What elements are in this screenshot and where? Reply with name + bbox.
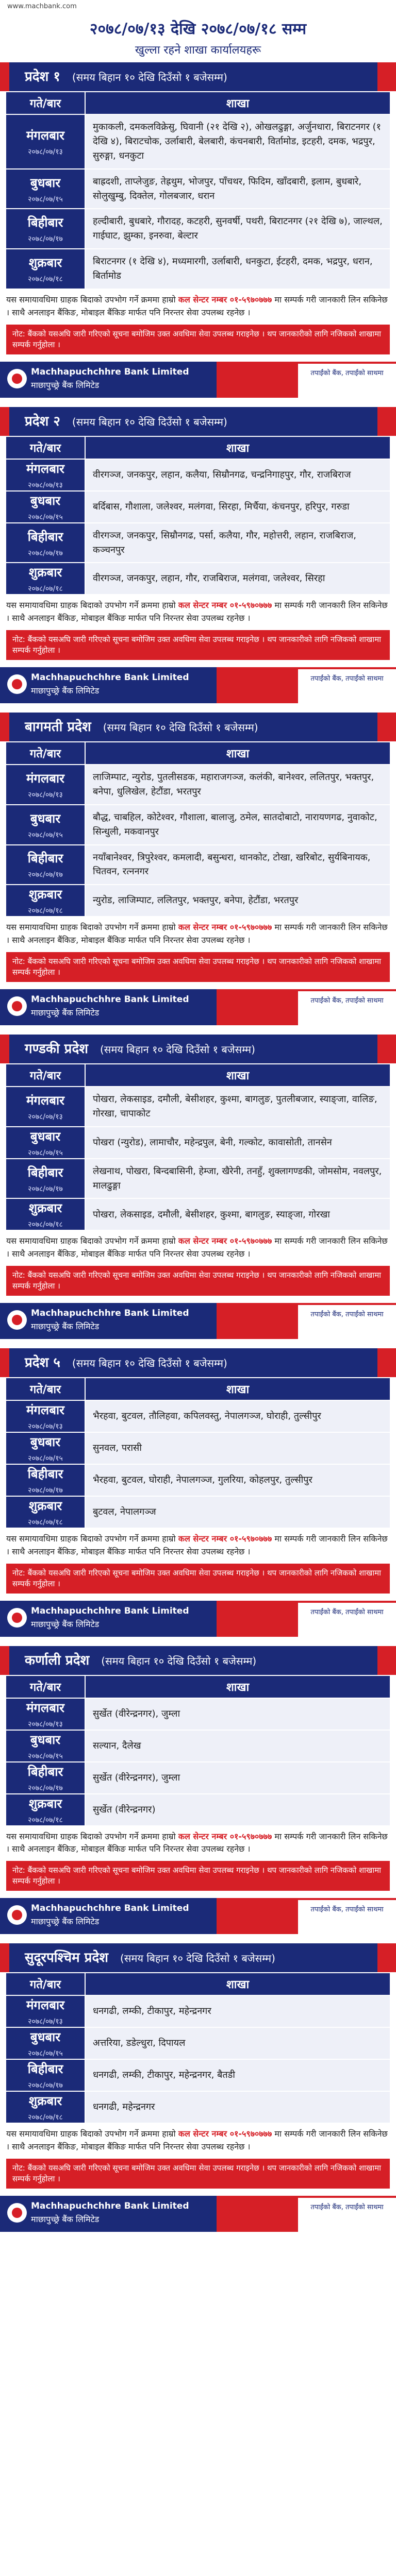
branch-list: न्युरोड, लाजिम्पाट, ललितपुर, भक्तपुर, बनेपा, हेटौंडा, भरतपुर	[85, 885, 390, 917]
province-name: प्रदेश ५	[25, 1355, 60, 1371]
day-label: मंगलबार	[26, 1403, 64, 1418]
province-header	[0, 1348, 396, 1377]
day-label: मंगलबार	[26, 461, 64, 476]
day-column-header: गते/बार	[6, 742, 85, 765]
table-row	[6, 1762, 390, 1794]
bank-logo-icon	[7, 1310, 27, 1330]
site-url[interactable]: www.machbank.com	[7, 3, 77, 10]
flag-stripe-right	[377, 62, 396, 91]
branch-list: सुर्खेत (वीरेन्द्रनगर)	[85, 1794, 390, 1826]
notice-text-1: यस समायावधिमा ग्राहक बिदाको उपभोग गर्ने क्रममा हाम्रो	[6, 295, 176, 305]
table-row	[6, 2027, 390, 2059]
bank-name-en: Machhapuchchhre Bank Limited	[31, 366, 189, 377]
table-row	[6, 1159, 390, 1199]
bank-name-en: Machhapuchchhre Bank Limited	[31, 994, 189, 1005]
province-header	[0, 1035, 396, 1063]
day-date: २०७८/०७/१७	[28, 871, 63, 879]
day-cell	[6, 209, 85, 249]
flag-stripe-right	[377, 407, 396, 436]
bank-logo-icon	[7, 1905, 27, 1925]
province-section	[0, 62, 396, 398]
bank-name-np: माछापुच्छ्रे बैंक लिमिटेड	[31, 380, 100, 390]
province-header	[0, 713, 396, 741]
day-label: शुक्रबार	[28, 1796, 62, 1811]
flag-stripe	[0, 1943, 9, 1972]
day-column-header: गते/बार	[6, 1064, 85, 1087]
day-label: बिहीबार	[27, 2062, 63, 2077]
day-cell	[6, 249, 85, 289]
branch-list: धनगढी, लम्की, टीकापुर, महेन्द्रनगर	[85, 1995, 390, 2027]
province-name: प्रदेश २	[25, 413, 60, 429]
branch-column-header: शाखा	[85, 1973, 390, 1995]
branch-table	[5, 436, 391, 596]
branch-list: बाह्रदशी, ताप्लेजुङ, तेह्रथुम, भोजपुर, पाँचथर, फिदिम, खाँदबारी, इलाम, बुधबारे, सोलुखुम्बु, दिक्तेल, गोलबजार, धरान	[85, 169, 390, 209]
notice-text-2: मा सम्पर्क गरी जानकारी लिन सकिनेछ । साथै अनलाइन बैंकिङ, मोबाइल बैंकिङ मार्फत पनि निरन्तर सेवा उपलब्ध रहनेछ ।	[6, 2129, 388, 2152]
notice-text-1: यस समायावधिमा ग्राहक बिदाको उपभोग गर्ने क्रममा हाम्रो	[6, 600, 176, 611]
branch-list: भैरहवा, बुटवल, घोराही, नेपालगञ्ज, गुलरिया, कोहलपुर, तुल्सीपुर	[85, 1464, 390, 1496]
table-row	[6, 765, 390, 805]
table-header-row	[6, 1378, 390, 1400]
day-date: २०७८/०७/१५	[28, 195, 63, 204]
day-cell	[6, 1198, 85, 1230]
call-center-number[interactable]: कल सेन्टर नम्बर ०१-५९७०७७७	[178, 295, 272, 305]
day-cell	[6, 845, 85, 885]
day-date: २०७८/०७/१८	[28, 1518, 63, 1527]
province-section	[0, 1646, 396, 1935]
branch-column-header: शाखा	[85, 1378, 390, 1400]
day-label: मंगलबार	[26, 128, 64, 143]
province-time: (समय बिहान १० देखि दिउँसो १ बजेसम्म)	[101, 1654, 257, 1667]
banner-red-band	[217, 667, 298, 703]
call-center-number[interactable]: कल सेन्टर नम्बर ०१-५९७०७७७	[178, 922, 272, 933]
notice-text	[6, 2128, 390, 2154]
branch-column-header: शाखा	[85, 1675, 390, 1698]
call-center-number[interactable]: कल सेन्टर नम्बर ०१-५९७०७७७	[178, 600, 272, 611]
notice-text-1: यस समायावधिमा ग्राहक बिदाको उपभोग गर्ने क्रममा हाम्रो	[6, 1236, 176, 1246]
table-header-row	[6, 436, 390, 459]
day-label: बुधबार	[30, 1435, 61, 1450]
day-label: बिहीबार	[27, 851, 63, 866]
branch-list: पोखरा (न्युरोड), लामाचौर, महेन्द्रपुल, बेनी, गल्कोट, कावासोती, तानसेन	[85, 1127, 390, 1159]
banner-left	[0, 1601, 217, 1637]
notice-text-2: मा सम्पर्क गरी जानकारी लिन सकिनेछ । साथै अनलाइन बैंकिङ, मोबाइल बैंकिङ मार्फत पनि निरन्तर सेवा उपलब्ध रहनेछ ।	[6, 922, 388, 945]
province-time: (समय बिहान १० देखि दिउँसो १ बजेसम्म)	[100, 1043, 255, 1056]
bank-banner	[0, 989, 396, 1025]
table-row	[6, 1127, 390, 1159]
day-cell	[6, 491, 85, 523]
table-row	[6, 169, 390, 209]
notice-text	[6, 1831, 390, 1856]
table-header-row	[6, 742, 390, 765]
day-label: बुधबार	[30, 1732, 61, 1747]
day-cell	[6, 1995, 85, 2027]
day-label: बिहीबार	[27, 1764, 63, 1779]
table-row	[6, 563, 390, 595]
flag-stripe	[0, 713, 9, 741]
day-cell	[6, 114, 85, 169]
day-cell	[6, 2059, 85, 2091]
call-center-number[interactable]: कल सेन्टर नम्बर ०१-५९७०७७७	[178, 1831, 272, 1841]
day-cell	[6, 169, 85, 209]
banner-red-band	[217, 2196, 298, 2232]
branch-column-header: शाखा	[85, 436, 390, 459]
notice-red-bar: नोट: बैंकको यसअघि जारी गरिएको सूचना बमोजिम उक्त अवधिमा सेवा उपलब्ध गराइनेछ । थप जानकारीको लागि नजिकको शाखामा सम्पर्क गर्नुहोला ।	[6, 325, 390, 354]
branch-column-header: शाखा	[85, 1064, 390, 1087]
day-label: बिहीबार	[27, 1165, 63, 1180]
table-row	[6, 249, 390, 289]
branch-list: पोखरा, लेकसाइड, दमौली, बेसीशहर, कुश्मा, बागलुङ, स्याङ्जा, गोरखा	[85, 1198, 390, 1230]
branch-table	[5, 1377, 391, 1529]
day-label: मंगलबार	[26, 1700, 64, 1715]
flag-stripe-right	[377, 713, 396, 741]
province-section	[0, 1348, 396, 1637]
flag-stripe	[0, 1348, 9, 1377]
day-cell	[6, 1400, 85, 1432]
table-row	[6, 1432, 390, 1464]
province-name: बागमती प्रदेश	[25, 719, 91, 735]
branch-list: सल्यान, दैलेख	[85, 1730, 390, 1762]
province-name: प्रदेश १	[25, 69, 60, 84]
day-cell	[6, 2027, 85, 2059]
flag-stripe-right	[377, 1035, 396, 1063]
notice-text-2: मा सम्पर्क गरी जानकारी लिन सकिनेछ । साथै अनलाइन बैंकिङ, मोबाइल बैंकिङ मार्फत पनि निरन्तर सेवा उपलब्ध रहनेछ ।	[6, 600, 388, 623]
branch-list: सुनवल, परासी	[85, 1432, 390, 1464]
flag-stripe-right	[377, 1348, 396, 1377]
flag-stripe-right	[377, 1646, 396, 1675]
flag-stripe-right	[377, 1943, 396, 1972]
day-date: २०७८/०७/१३	[28, 1720, 63, 1728]
notice-text-2: मा सम्पर्क गरी जानकारी लिन सकिनेछ । साथै अनलाइन बैंकिङ, मोबाइल बैंकिङ मार्फत पनि निरन्तर सेवा उपलब्ध रहनेछ ।	[6, 1534, 388, 1556]
province-section	[0, 1035, 396, 1339]
notice-text-2: मा सम्पर्क गरी जानकारी लिन सकिनेछ । साथै अनलाइन बैंकिङ, मोबाइल बैंकिङ मार्फत पनि निरन्तर सेवा उपलब्ध रहनेछ ।	[6, 295, 388, 317]
banner-tagline: तपाईंको बैंक, तपाईंको साथमा	[298, 2196, 396, 2232]
province-name: गण्डकी प्रदेश	[25, 1041, 88, 1057]
day-label: शुक्रबार	[28, 565, 62, 580]
branch-table	[5, 1675, 391, 1826]
day-label: बुधबार	[30, 2030, 61, 2045]
day-label: बिहीबार	[27, 215, 63, 230]
page-title: २०७८/०७/१३ देखि २०७८/०७/१८ सम्म	[89, 20, 307, 38]
notice-red-bar: नोट: बैंकको यसअघि जारी गरिएको सूचना बमोजिम उक्त अवधिमा सेवा उपलब्ध गराइनेछ । थप जानकारीको लागि नजिकको शाखामा सम्पर्क गर्नुहोला ।	[6, 2159, 390, 2189]
notice-red-bar: नोट: बैंकको यसअघि जारी गरिएको सूचना बमोजिम उक्त अवधिमा सेवा उपलब्ध गराइनेछ । थप जानकारीको लागि नजिकको शाखामा सम्पर्क गर्नुहोला ।	[6, 1564, 390, 1594]
day-label: मंगलबार	[26, 1998, 64, 2013]
notice-text	[6, 294, 390, 319]
day-date: २०७८/०७/१५	[28, 1752, 63, 1760]
banner-left	[0, 362, 217, 398]
branch-column-header: शाखा	[85, 742, 390, 765]
banner-red-band	[217, 1898, 298, 1934]
province-header	[0, 407, 396, 436]
day-label: बुधबार	[30, 1129, 61, 1144]
branch-list: बर्दिबास, गौशाला, जलेश्वर, मलंगवा, सिरहा, मिर्चैया, कंचनपुर, हरिपुर, गरुडा	[85, 491, 390, 523]
day-cell	[6, 459, 85, 491]
day-column-header: गते/बार	[6, 1378, 85, 1400]
day-date: २०७८/०७/१५	[28, 2049, 63, 2058]
bank-name-en: Machhapuchchhre Bank Limited	[31, 1903, 189, 1914]
day-date: २०७८/०७/१७	[28, 549, 63, 557]
bank-name-en: Machhapuchchhre Bank Limited	[31, 2200, 189, 2211]
day-cell	[6, 1127, 85, 1159]
day-date: २०७८/०७/१८	[28, 275, 63, 284]
bank-banner	[0, 1303, 396, 1339]
branch-list: मुकाकली, दमकलविक्रेसु, घिवानी (२१ देखि २), ओखलढुङ्गा, अर्जुनधारा, बिराटनगर (१ देखि ४), बिराटचोक, उर्लाबारी, बेलबारी, कंचनबारी, विर्तामोड, इटहरी, दमक, भद्रपुर, सुरुङ्गा, धनकुटा	[85, 114, 390, 169]
day-label: शुक्रबार	[28, 1499, 62, 1514]
day-cell	[6, 523, 85, 563]
notice-text-1: यस समायावधिमा ग्राहक बिदाको उपभोग गर्ने क्रममा हाम्रो	[6, 1831, 176, 1841]
table-row	[6, 2059, 390, 2091]
branch-list: बौद्ध, चाबहिल, कोटेश्वर, गौशाला, बालाजु, ठमेल, सातदोबाटो, नारायणगढ, नुवाकोट, सिन्धुली, मकवानपुर	[85, 805, 390, 845]
day-label: शुक्रबार	[28, 2094, 62, 2109]
table-row	[6, 2091, 390, 2123]
province-header	[0, 1943, 396, 1972]
table-header-row	[6, 1064, 390, 1087]
branch-table	[5, 91, 391, 290]
day-date: २०७८/०७/१५	[28, 1454, 63, 1463]
day-cell	[6, 805, 85, 845]
table-row	[6, 1464, 390, 1496]
call-center-number[interactable]: कल सेन्टर नम्बर ०१-५९७०७७७	[178, 1534, 272, 1544]
day-cell	[6, 1698, 85, 1730]
day-cell	[6, 2091, 85, 2123]
day-date: २०७८/०७/१७	[28, 1184, 63, 1193]
table-row	[6, 523, 390, 563]
table-row	[6, 209, 390, 249]
day-cell	[6, 1794, 85, 1826]
banner-tagline: तपाईंको बैंक, तपाईंको साथमा	[298, 1601, 396, 1637]
notice-text	[6, 1533, 390, 1558]
banner-red-band	[217, 1303, 298, 1339]
day-label: बिहीबार	[27, 529, 63, 544]
day-date: २०७८/०७/१८	[28, 2113, 63, 2122]
day-label: बुधबार	[30, 493, 61, 508]
table-header-row	[6, 92, 390, 114]
day-cell	[6, 1762, 85, 1794]
branch-table	[5, 741, 391, 917]
day-label: शुक्रबार	[28, 256, 62, 270]
day-date: २०७८/०७/१८	[28, 1221, 63, 1229]
province-time: (समय बिहान १० देखि दिउँसो १ बजेसम्म)	[103, 721, 258, 734]
bank-name-np: माछापुच्छ्रे बैंक लिमिटेड	[31, 1917, 100, 1927]
day-label: बुधबार	[30, 175, 61, 190]
province-time: (समय बिहान १० देखि दिउँसो १ बजेसम्म)	[120, 1952, 275, 1965]
table-row	[6, 1087, 390, 1127]
day-date: २०७८/०७/१३	[28, 147, 63, 156]
table-row	[6, 885, 390, 917]
day-cell	[6, 1432, 85, 1464]
day-date: २०७८/०७/१८	[28, 907, 63, 916]
notice-red-bar: नोट: बैंकको यसअघि जारी गरिएको सूचना बमोजिम उक्त अवधिमा सेवा उपलब्ध गराइनेछ । थप जानकारीको लागि नजिकको शाखामा सम्पर्क गर्नुहोला ।	[6, 1861, 390, 1891]
notice-text-1: यस समायावधिमा ग्राहक बिदाको उपभोग गर्ने क्रममा हाम्रो	[6, 922, 176, 933]
day-cell	[6, 563, 85, 595]
notice-text	[6, 921, 390, 947]
day-label: मंगलबार	[26, 771, 64, 786]
banner-left	[0, 2196, 217, 2232]
table-row	[6, 1794, 390, 1826]
day-date: २०७८/०७/१३	[28, 481, 63, 489]
branch-list: लेखनाथ, पोखरा, बिन्दबासिनी, हेम्जा, खैरेनी, तनहुँ, शुक्लागण्डकी, जोमसोम, नवलपुर, मालढुङ्गा	[85, 1159, 390, 1199]
bank-name-np: माछापुच्छ्रे बैंक लिमिटेड	[31, 1007, 100, 1018]
bank-logo-icon	[7, 369, 27, 388]
bank-name-np: माछापुच्छ्रे बैंक लिमिटेड	[31, 1321, 100, 1332]
branch-list: नयाँबानेश्वर, त्रिपुरेश्वर, कमलादी, बसुन्धरा, थानकोट, टोखा, खरिबोट, सुर्यबिनायक, चितवन, रत्ननगर	[85, 845, 390, 885]
province-section	[0, 713, 396, 1025]
bank-name-np: माछापुच्छ्रे बैंक लिमिटेड	[31, 685, 100, 696]
notice-text-1: यस समायावधिमा ग्राहक बिदाको उपभोग गर्ने क्रममा हाम्रो	[6, 2129, 176, 2139]
province-name: सुदूरपश्चिम प्रदेश	[25, 1950, 108, 1966]
branch-table	[5, 1063, 391, 1231]
banner-tagline: तपाईंको बैंक, तपाईंको साथमा	[298, 362, 396, 398]
banner-tagline: तपाईंको बैंक, तपाईंको साथमा	[298, 1303, 396, 1339]
day-label: शुक्रबार	[28, 887, 62, 902]
notice-text-1: यस समायावधिमा ग्राहक बिदाको उपभोग गर्ने क्रममा हाम्रो	[6, 1534, 176, 1544]
branch-list: वीरगञ्ज, जनकपुर, लहान, कलैया, सिम्रौनगढ, चन्द्रनिगाहपुर, गौर, राजबिराज	[85, 459, 390, 491]
province-section	[0, 1943, 396, 2232]
branch-list: बुटवल, नेपालगञ्ज	[85, 1496, 390, 1528]
day-date: २०७८/०७/१७	[28, 1486, 63, 1495]
day-column-header: गते/बार	[6, 436, 85, 459]
bank-name-np: माछापुच्छ्रे बैंक लिमिटेड	[31, 2214, 100, 2224]
day-column-header: गते/बार	[6, 1675, 85, 1698]
bank-logo-icon	[7, 2203, 27, 2223]
table-row	[6, 1198, 390, 1230]
province-time: (समय बिहान १० देखि दिउँसो १ बजेसम्म)	[72, 1357, 227, 1370]
table-row	[6, 114, 390, 169]
branch-list: वीरगञ्ज, जनकपुर, सिम्रौनगढ, पर्सा, कलैया, गौर, महोत्तरी, लहान, राजबिराज, कञ्चनपुर	[85, 523, 390, 563]
branch-list: वीरगञ्ज, जनकपुर, लहान, गौर, राजबिराज, मलंगवा, जलेश्वर, सिरहा	[85, 563, 390, 595]
banner-tagline: तपाईंको बैंक, तपाईंको साथमा	[298, 989, 396, 1025]
day-label: मंगलबार	[26, 1093, 64, 1108]
province-section	[0, 407, 396, 703]
notice-red-bar: नोट: बैंकको यसअघि जारी गरिएको सूचना बमोजिम उक्त अवधिमा सेवा उपलब्ध गराइनेछ । थप जानकारीको लागि नजिकको शाखामा सम्पर्क गर्नुहोला ।	[6, 952, 390, 982]
banner-red-band	[217, 989, 298, 1025]
day-column-header: गते/बार	[6, 1973, 85, 1995]
province-time: (समय बिहान १० देखि दिउँसो १ बजेसम्म)	[72, 415, 227, 428]
day-cell	[6, 1496, 85, 1528]
table-header-row	[6, 1675, 390, 1698]
banner-left	[0, 1303, 217, 1339]
banner-tagline: तपाईंको बैंक, तपाईंको साथमा	[298, 1898, 396, 1934]
province-name: कर्णाली प्रदेश	[25, 1652, 90, 1668]
branch-column-header: शाखा	[85, 92, 390, 114]
bank-name-np: माछापुच्छ्रे बैंक लिमिटेड	[31, 1619, 100, 1629]
table-row	[6, 1730, 390, 1762]
branch-list: भैरहवा, बुटवल, तौलिहवा, कपिलवस्तु, नेपालगञ्ज, घोराही, तुल्सीपुर	[85, 1400, 390, 1432]
day-date: २०७८/०७/१३	[28, 790, 63, 799]
bank-banner	[0, 1601, 396, 1637]
day-date: २०७८/०७/१३	[28, 1422, 63, 1431]
day-cell	[6, 1730, 85, 1762]
banner-tagline: तपाईंको बैंक, तपाईंको साथमा	[298, 667, 396, 703]
day-date: २०७८/०७/१८	[28, 1816, 63, 1824]
bank-banner	[0, 362, 396, 398]
day-date: २०७८/०७/१७	[28, 2081, 63, 2090]
day-label: शुक्रबार	[28, 1201, 62, 1216]
table-row	[6, 1400, 390, 1432]
table-row	[6, 805, 390, 845]
bank-banner	[0, 667, 396, 703]
page-subtitle: खुल्ला रहने शाखा कार्यालयहरू	[135, 44, 261, 57]
flag-stripe	[0, 1646, 9, 1675]
province-header	[0, 62, 396, 91]
branch-list: धनगढी, महेन्द्रनगर	[85, 2091, 390, 2123]
day-date: २०७८/०७/१७	[28, 235, 63, 244]
day-cell	[6, 765, 85, 805]
day-date: २०७८/०७/१३	[28, 1112, 63, 1121]
table-row	[6, 491, 390, 523]
banner-red-band	[217, 1601, 298, 1637]
table-row	[6, 1995, 390, 2027]
notice-text	[6, 1235, 390, 1261]
day-date: २०७८/०७/१३	[28, 2018, 63, 2026]
table-row	[6, 1698, 390, 1730]
province-time: (समय बिहान १० देखि दिउँसो १ बजेसम्म)	[72, 71, 227, 83]
flag-stripe	[0, 1035, 9, 1063]
table-header-row	[6, 1973, 390, 1995]
notice-text-2: मा सम्पर्क गरी जानकारी लिन सकिनेछ । साथै अनलाइन बैंकिङ, मोबाइल बैंकिङ मार्फत पनि निरन्तर सेवा उपलब्ध रहनेछ ।	[6, 1236, 388, 1259]
banner-left	[0, 1898, 217, 1934]
day-column-header: गते/बार	[6, 92, 85, 114]
table-row	[6, 459, 390, 491]
branch-list: पोखरा, लेकसाइड, दमौली, बेसीशहर, कुश्मा, बागलुङ, पुतलीबजार, स्याङ्जा, वालिङ, गोरखा, चापाकोट	[85, 1087, 390, 1127]
day-cell	[6, 885, 85, 917]
bank-name-en: Machhapuchchhre Bank Limited	[31, 1308, 189, 1319]
notice-red-bar: नोट: बैंकको यसअघि जारी गरिएको सूचना बमोजिम उक्त अवधिमा सेवा उपलब्ध गराइनेछ । थप जानकारीको लागि नजिकको शाखामा सम्पर्क गर्नुहोला ।	[6, 630, 390, 660]
day-cell	[6, 1464, 85, 1496]
branch-list: हल्दीबारी, बुधबारे, गौरादह, कटहरी, सुनवर्षी, पथरी, बिराटनगर (२१ देखि ७), जाल्थल, गाईघाट, झुम्का, इनरुवा, बेल्टार	[85, 209, 390, 249]
day-date: २०७८/०७/१५	[28, 831, 63, 839]
day-cell	[6, 1087, 85, 1127]
day-date: २०७८/०७/१५	[28, 1148, 63, 1157]
notice-text-2: मा सम्पर्क गरी जानकारी लिन सकिनेछ । साथै अनलाइन बैंकिङ, मोबाइल बैंकिङ मार्फत पनि निरन्तर सेवा उपलब्ध रहनेछ ।	[6, 1831, 388, 1854]
branch-list: अत्तरिया, डडेल्धुरा, दिपायल	[85, 2027, 390, 2059]
branch-list: सुर्खेत (वीरेन्द्रनगर), जुम्ला	[85, 1698, 390, 1730]
flag-stripe	[0, 62, 9, 91]
banner-left	[0, 989, 217, 1025]
call-center-number[interactable]: कल सेन्टर नम्बर ०१-५९७०७७७	[178, 2129, 272, 2139]
day-cell	[6, 1159, 85, 1199]
branch-list: बिराटनगर (१ देखि ४), मध्यमारगी, उर्लाबारी, धनकुटा, ईटहरी, दमक, भद्रपुर, धरान, बिर्तामोड	[85, 249, 390, 289]
bank-logo-icon	[7, 996, 27, 1016]
notice-text	[6, 599, 390, 625]
day-label: बिहीबार	[27, 1467, 63, 1482]
flag-stripe	[0, 407, 9, 436]
table-row	[6, 845, 390, 885]
branch-table	[5, 1972, 391, 2124]
branch-list: सुर्खेत (वीरेन्द्रनगर), जुम्ला	[85, 1762, 390, 1794]
bank-logo-icon	[7, 1608, 27, 1628]
banner-red-band	[217, 362, 298, 398]
day-label: बुधबार	[30, 811, 61, 826]
notice-red-bar: नोट: बैंकको यसअघि जारी गरिएको सूचना बमोजिम उक्त अवधिमा सेवा उपलब्ध गराइनेछ । थप जानकारीको लागि नजिकको शाखामा सम्पर्क गर्नुहोला ।	[6, 1266, 390, 1296]
day-date: २०७८/०७/१८	[28, 585, 63, 594]
bank-logo-icon	[7, 674, 27, 694]
day-date: २०७८/०७/१५	[28, 513, 63, 521]
province-header	[0, 1646, 396, 1675]
bank-name-en: Machhapuchchhre Bank Limited	[31, 1605, 189, 1616]
sections-container	[0, 62, 396, 2232]
day-date: २०७८/०७/१७	[28, 1784, 63, 1792]
branch-list: धनगढी, लम्की, टीकापुर, महेन्द्रनगर, बैतडी	[85, 2059, 390, 2091]
branch-list: लाजिम्पाट, न्युरोड, पुतलीसडक, महाराजगञ्ज, कलंकी, बानेश्वर, ललितपुर, भक्तपुर, बनेपा, धुलिखेल, हेटौंडा, भरतपुर	[85, 765, 390, 805]
bank-banner	[0, 1898, 396, 1934]
bank-banner	[0, 2196, 396, 2232]
table-row	[6, 1496, 390, 1528]
banner-left	[0, 667, 217, 703]
call-center-number[interactable]: कल सेन्टर नम्बर ०१-५९७०७७७	[178, 1236, 272, 1246]
bank-name-en: Machhapuchchhre Bank Limited	[31, 672, 189, 683]
